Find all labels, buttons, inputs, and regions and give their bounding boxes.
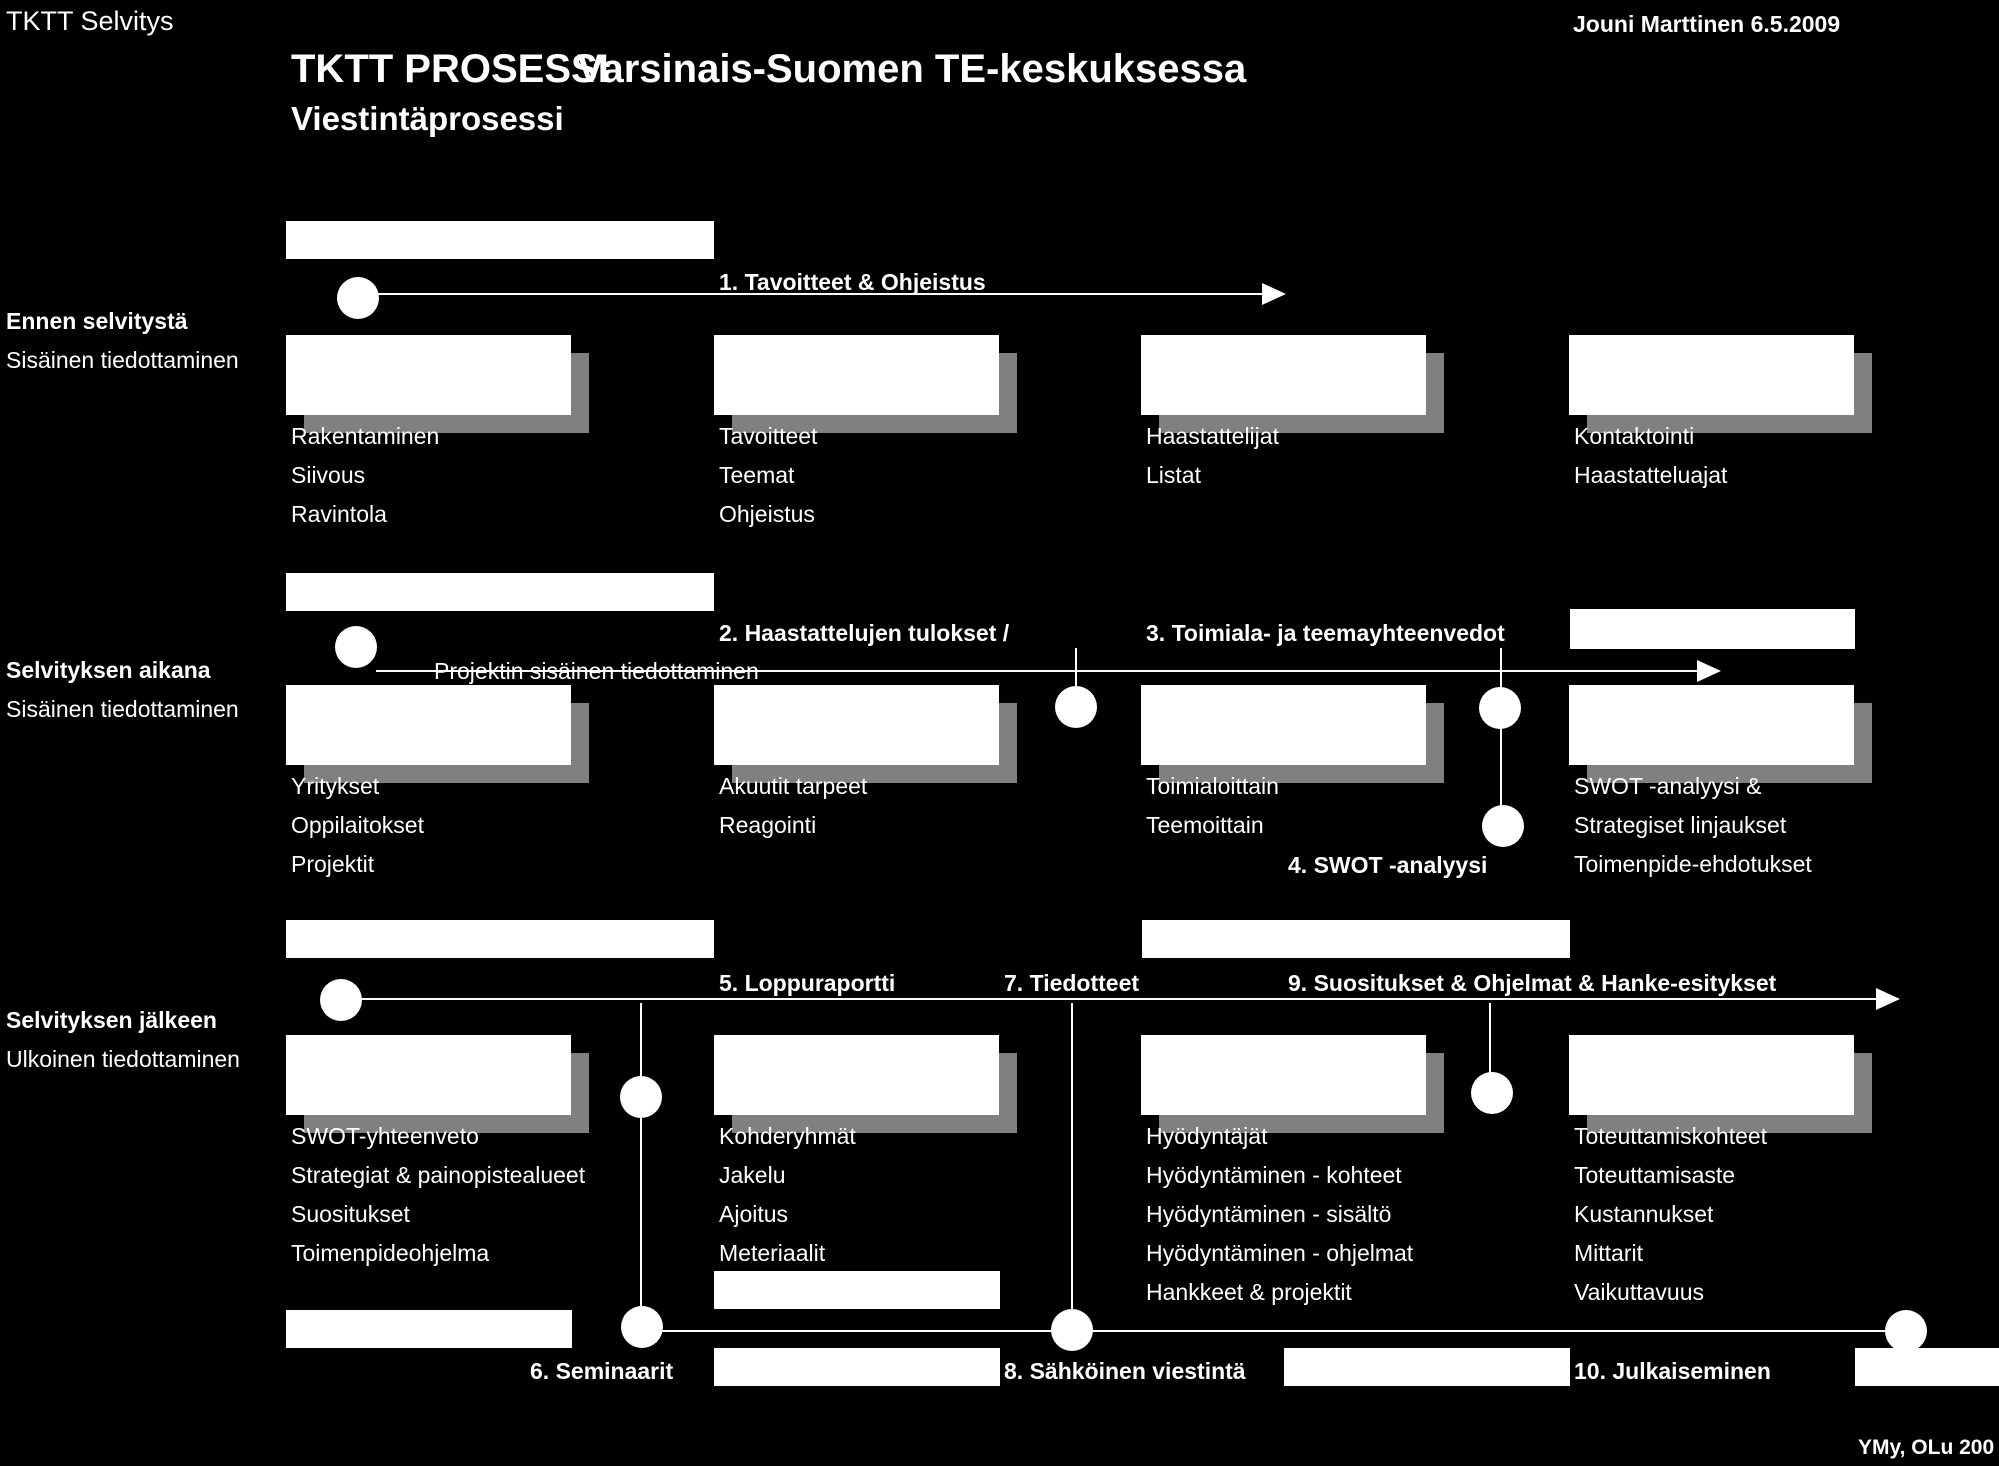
list-item: Meteriaalit <box>719 1240 826 1266</box>
timeline-node <box>337 277 379 319</box>
footer-credit: YMy, OLu 200 <box>1858 1436 1995 1459</box>
step-10-label: 10. Julkaiseminen <box>1574 1358 1771 1384</box>
header-right: Jouni Marttinen 6.5.2009 <box>1573 11 1841 37</box>
list-item: Jakelu <box>719 1162 786 1188</box>
header-left: TKTT Selvitys <box>6 6 174 36</box>
timeline-node <box>335 626 377 668</box>
list-item: Teemoittain <box>1146 812 1264 838</box>
header-band <box>1855 1348 1999 1386</box>
header-band <box>286 221 714 259</box>
card-box <box>1569 335 1854 415</box>
list-item: Toimialoittain <box>1146 773 1279 799</box>
step-5-label: 5. Loppuraportti <box>719 970 896 996</box>
card-box <box>1141 1035 1426 1115</box>
list-item: Toteuttamiskohteet <box>1574 1123 1768 1149</box>
step-9-label: 9. Suositukset & Ohjelmat & Hanke-esitykset <box>1288 970 1777 996</box>
timeline-node <box>1479 687 1521 729</box>
card-list <box>719 1117 856 1273</box>
card-list <box>719 767 867 845</box>
list-item: Oppilaitokset <box>291 812 424 838</box>
list-item: Hyödyntäminen - kohteet <box>1146 1162 1402 1188</box>
phase-3-title: Selvityksen jälkeen <box>6 1007 217 1033</box>
header-band <box>286 573 714 611</box>
page-title-2: Varsinais-Suomen TE-keskuksessa <box>577 47 1247 91</box>
card-box <box>1569 685 1854 765</box>
list-item: Ajoitus <box>719 1201 789 1227</box>
step-8-label: 8. Sähköinen viestintä <box>1004 1358 1246 1384</box>
header-band <box>286 1310 572 1348</box>
list-item: Akuutit tarpeet <box>719 773 868 799</box>
list-item: Strategiat & painopistealueet <box>291 1162 586 1188</box>
timeline-node <box>1471 1072 1513 1114</box>
list-item: Kontaktointi <box>1574 423 1695 449</box>
card-list <box>291 767 424 884</box>
card-list <box>1146 1117 1413 1312</box>
list-item: Projektit <box>291 851 375 877</box>
step-1-label: 1. Tavoitteet & Ohjeistus <box>719 269 986 295</box>
header-band <box>714 1271 1000 1309</box>
timeline-node <box>1055 686 1097 728</box>
list-item: Hyödyntäminen - ohjelmat <box>1146 1240 1414 1266</box>
step-3-label: 3. Toimiala- ja teemayhteenvedot <box>1146 620 1505 646</box>
timeline-node <box>621 1306 663 1348</box>
arrow-head <box>1876 988 1900 1010</box>
timeline-node <box>620 1076 662 1118</box>
list-item: Yritykset <box>291 773 380 799</box>
step-7-label: 7. Tiedotteet <box>1004 970 1140 996</box>
phase-1-title: Ennen selvitystä <box>6 308 188 334</box>
card-list <box>1574 1117 1767 1312</box>
card-list <box>719 417 817 534</box>
card-list <box>1146 417 1279 495</box>
card-box <box>1569 1035 1854 1115</box>
timeline-node <box>1482 805 1524 847</box>
list-item: Kustannukset <box>1574 1201 1714 1227</box>
header-band <box>1570 609 1855 649</box>
card-box <box>286 335 571 415</box>
header-band <box>286 920 714 958</box>
list-item: Siivous <box>291 462 366 488</box>
card-list <box>1146 767 1279 845</box>
list-item: Teemat <box>719 462 795 488</box>
list-item: SWOT-yhteenveto <box>291 1123 479 1149</box>
list-item: Haastatteluajat <box>1574 462 1728 488</box>
card-list <box>291 417 439 534</box>
card-list <box>1574 767 1812 884</box>
list-item: Hyödyntäminen - sisältö <box>1146 1201 1392 1227</box>
list-item: Mittarit <box>1574 1240 1643 1266</box>
connector-line <box>1489 1003 1491 1073</box>
card-list <box>291 1117 585 1273</box>
list-item: Hankkeet & projektit <box>1146 1279 1352 1305</box>
list-item: Toimenpide-ehdotukset <box>1574 851 1812 877</box>
list-item: Reagointi <box>719 812 817 838</box>
header-band <box>1142 920 1570 958</box>
card-box <box>1141 685 1426 765</box>
list-item: Toimenpideohjelma <box>291 1240 490 1266</box>
page-subtitle: Viestintäprosessi <box>291 100 564 137</box>
list-item: Rakentaminen <box>291 423 440 449</box>
phase-3-subtitle: Ulkoinen tiedottaminen <box>6 1046 240 1072</box>
page-title: TKTT PROSESSI <box>291 47 609 91</box>
list-item: Strategiset linjaukset <box>1574 812 1787 838</box>
list-item: Hyödyntäjät <box>1146 1123 1268 1149</box>
list-item: Kohderyhmät <box>719 1123 856 1149</box>
phase-2-subtitle: Sisäinen tiedottaminen <box>6 696 239 722</box>
arrow-head <box>1262 283 1286 305</box>
list-item: Ravintola <box>291 501 387 527</box>
step-4-label: 4. SWOT -analyysi <box>1288 852 1488 878</box>
list-item: Toteuttamisaste <box>1574 1162 1736 1188</box>
timeline-line <box>650 1330 1906 1332</box>
list-item: Ohjeistus <box>719 501 815 527</box>
card-box <box>1141 335 1426 415</box>
timeline-line <box>360 998 1896 1000</box>
header-band <box>1284 1348 1570 1386</box>
step-6-label: 6. Seminaarit <box>530 1358 674 1384</box>
phase-2-title: Selvityksen aikana <box>6 657 211 683</box>
connector-line <box>1071 1003 1073 1325</box>
list-item: Suositukset <box>291 1201 410 1227</box>
list-item: Vaikuttavuus <box>1574 1279 1704 1305</box>
list-item: Haastattelijat <box>1146 423 1279 449</box>
arrow-head <box>1697 660 1721 682</box>
card-list <box>1574 417 1727 495</box>
list-item: Tavoitteet <box>719 423 818 449</box>
card-box <box>286 685 571 765</box>
timeline-node <box>320 979 362 1021</box>
connector-line <box>1500 648 1502 824</box>
timeline-node <box>1885 1310 1927 1352</box>
card-box <box>714 1035 999 1115</box>
card-box <box>286 1035 571 1115</box>
step-2-label: 2. Haastattelujen tulokset / <box>719 620 1010 646</box>
card-box <box>714 685 999 765</box>
connector-line <box>640 1003 642 1325</box>
list-item: Listat <box>1146 462 1201 488</box>
step-2-sub-label: Projektin sisäinen tiedottaminen <box>434 658 759 684</box>
header-band <box>714 1348 1000 1386</box>
card-box <box>714 335 999 415</box>
phase-1-subtitle: Sisäinen tiedottaminen <box>6 347 239 373</box>
list-item: SWOT -analyysi & <box>1574 773 1762 799</box>
